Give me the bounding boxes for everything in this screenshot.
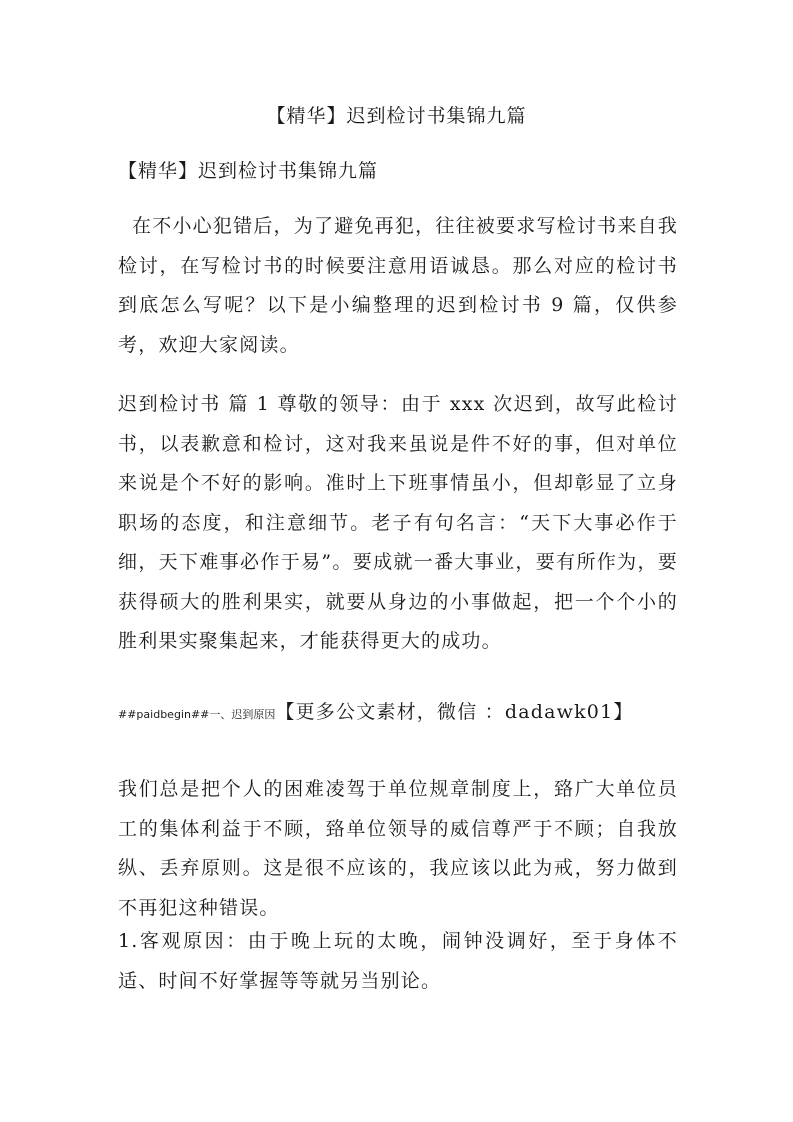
reason-paragraph: 我们总是把个人的困难凌驾于单位规章制度上，臵广大单位员工的集体利益于不顾，臵单位领导的威信尊严于不顾；自我放纵、丢弃原则。这是很不应该的，我应该以此为戒，努力做到不再犯这种错误。 xyxy=(118,778,678,919)
essay-one-paragraph: 迟到检讨书 篇 1 尊敬的领导：由于 xxx 次迟到，故写此检讨书，以表歉意和检讨，这对我来虽说是件不好的事，但对单位来说是个不好的影响。准时上下班事情虽小，但却彰显了立身职场的态度，和注意细节。老子有句名言：“天下大事必作于细，天下难事必作于易”。要成就一番大事业，要有所作为，要获得硕大的胜利果实，就要从身边的小事做起，把一个个小的胜利果实聚集起来，才能获得更大的成功。 xyxy=(118,393,678,652)
paid-section-heading xyxy=(118,694,678,733)
intro-paragraph: 在不小心犯错后，为了避免再犯，往往被要求写检讨书来自我检讨，在写检讨书的时候要注意用语诚恳。那么对应的检讨书到底怎么写呢？以下是小编整理的迟到检讨书 9 篇，仅供参考，欢迎大家阅读。 xyxy=(118,215,678,356)
promo-text: 【更多公文素材，微信 ：dadawk01】 xyxy=(275,701,634,723)
document-title: 【精华】迟到检讨书集锦九篇 xyxy=(266,105,527,127)
paid-marker: ##paidbegin##一、迟到原因 xyxy=(118,708,276,721)
objective-reason-paragraph: 1.客观原因：由于晚上玩的太晚，闹钟没调好，至于身体不适、时间不好掌握等等就另当别论。 xyxy=(118,930,678,992)
document-subtitle: 【精华】迟到检讨书集锦九篇 xyxy=(118,160,379,182)
